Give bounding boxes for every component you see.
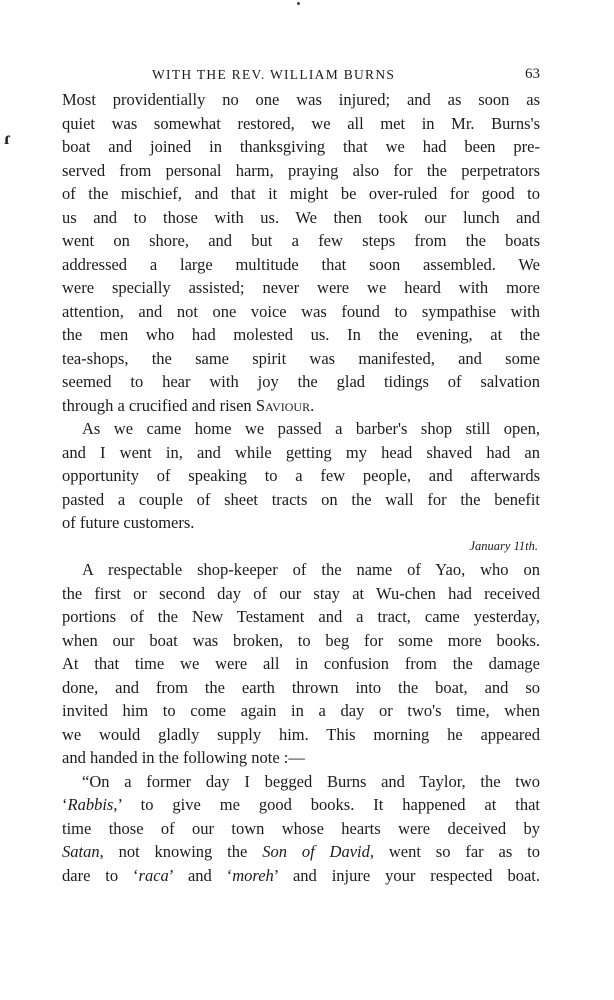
text-line [62, 394, 540, 418]
text-line: served from personal harm, praying also for the perpetrators [62, 160, 540, 180]
text-line: boat and joined in thanksgiving that we had been pre- [62, 137, 540, 156]
text-line: the men who had molested us. In the evening, at the [62, 325, 540, 344]
text-line: As we came home we passed a barber's shop still open, [82, 419, 540, 438]
text-line: At that time we were all in confusion from the damage [62, 654, 540, 673]
text-line: Most providentially no one was injured; and as soon as [62, 90, 540, 109]
text-line [62, 793, 540, 817]
paragraph-4-quoted-note [62, 770, 540, 888]
margin-mark: ɾ [4, 128, 12, 148]
text-line: A respectable shop-keeper of the name of Yao, who on [82, 560, 540, 579]
text-line: of the mischief, and that it might be over-ruled for good to [62, 184, 540, 203]
paragraph-2 [62, 417, 540, 535]
text-line: addressed a large multitude that soon assembled. We [62, 254, 540, 274]
text-fragment: ‘ [62, 795, 68, 814]
rabbis-italic: Rabbis, [67, 795, 118, 814]
son-of-david-italic: Son of David, [262, 842, 374, 861]
text-line: and handed in the following note :— [62, 748, 305, 767]
text-line: we would gladly supply him. This morning he appeared [62, 724, 540, 744]
text-line: the first or second day of our stay at Wu-chen had received [62, 583, 540, 603]
text-line: invited him to come again in a day or two's time, when [62, 701, 540, 720]
text-line: done, and from the earth thrown into the boat, and so [62, 677, 540, 697]
text-fragment: ’ to give me good books. It happened at that [117, 795, 540, 814]
saviour-smallcaps: Saviour. [255, 395, 315, 415]
book-page [62, 64, 540, 887]
page-number: 63 [525, 66, 540, 82]
print-speck [297, 2, 300, 5]
text-line: seemed to hear with joy the glad tidings of salvation [62, 372, 540, 391]
text-line: of future customers. [62, 513, 195, 532]
text-line [62, 864, 540, 888]
raca-italic: raca [138, 865, 169, 885]
text-fragment: through a crucified and risen [62, 395, 256, 415]
text-line: attention, and not one voice was found to sympathise with [62, 301, 540, 321]
text-line: “On a former day I begged Burns and Taylor, the two [82, 771, 540, 791]
text-fragment: ’ and ‘ [168, 865, 233, 885]
text-line: when our boat was broken, to beg for some more books. [62, 630, 540, 650]
satan-italic: Satan, [62, 842, 104, 861]
text-line: went on shore, and but a few steps from the boats [62, 231, 540, 250]
running-head [62, 64, 540, 88]
text-line: portions of the New Testament and a tract, came yesterday, [62, 607, 540, 626]
text-fragment: dare to ‘ [62, 865, 139, 885]
text-line: pasted a couple of sheet tracts on the wall for the benefit [62, 489, 540, 509]
moreh-italic: moreh [232, 865, 274, 885]
text-line: quiet was somewhat restored, we all met in Mr. Burns's [62, 113, 540, 133]
text-fragment: ’ and injure your respected boat. [273, 865, 540, 885]
text-line [62, 840, 540, 864]
text-line: opportunity of speaking to a few people, and afterwards [62, 466, 540, 485]
text-line: tea-shops, the same spirit was manifested, and some [62, 348, 540, 368]
paragraph-3 [62, 558, 540, 770]
text-line: and I went in, and while getting my head shaved had an [62, 442, 540, 462]
text-fragment: not knowing the [103, 842, 263, 861]
paragraph-1 [62, 88, 540, 417]
running-title: WITH THE REV. WILLIAM BURNS [152, 67, 396, 82]
text-line: us and to those with us. We then took our lunch and [62, 207, 540, 227]
text-line: were specially assisted; never were we heard with more [62, 278, 540, 297]
text-fragment: went so far as to [373, 842, 540, 861]
dateline: January 11th. [469, 538, 538, 553]
text-line: time those of our town whose hearts were deceived by [62, 818, 540, 838]
